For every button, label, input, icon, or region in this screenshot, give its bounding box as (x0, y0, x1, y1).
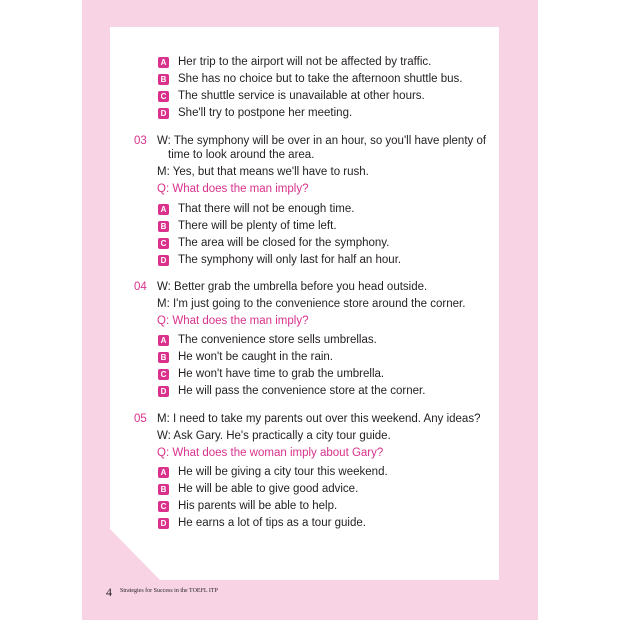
option-text: She'll try to postpone her meeting. (178, 107, 353, 119)
dialogue-line: W: The symphony will be over in an hour, so you'll have plenty of (157, 135, 487, 147)
question-number: 04 (134, 281, 147, 293)
q02-option-a[interactable] (158, 54, 431, 70)
question-number: 05 (134, 413, 147, 425)
book-title: Strategies for Success in the TOEFL ITP (120, 588, 218, 594)
q04-option-b[interactable] (158, 349, 333, 365)
dialogue-line: M: Yes, but that means we'll have to rush. (157, 166, 369, 178)
option-badge: D (158, 108, 169, 119)
page-number: 4 (106, 585, 112, 599)
dialogue-line: time to look around the area. (168, 149, 315, 161)
q02-option-d[interactable] (158, 105, 352, 121)
dialogue-line: W: Better grab the umbrella before you head outside. (157, 281, 428, 293)
option-text: He earns a lot of tips as a tour guide. (178, 517, 366, 529)
q04-option-a[interactable] (158, 332, 377, 348)
dialogue-line: M: I need to take my parents out over this weekend. Any ideas? (157, 413, 481, 425)
option-text: He will pass the convenience store at the corner. (178, 385, 426, 397)
q04-option-c[interactable] (158, 366, 384, 382)
option-text: There will be plenty of time left. (178, 220, 337, 232)
q05-option-b[interactable] (158, 481, 358, 497)
q05-option-d[interactable] (158, 515, 366, 531)
option-badge: C (158, 369, 169, 380)
option-badge: B (158, 484, 169, 495)
option-text: The shuttle service is unavailable at other hours. (178, 90, 425, 102)
q03-option-c[interactable] (158, 235, 389, 251)
q05-option-a[interactable] (158, 464, 388, 480)
option-text: The symphony will only last for half an hour. (178, 254, 402, 266)
option-text: His parents will be able to help. (178, 500, 338, 512)
option-badge: C (158, 501, 169, 512)
option-text: He won't be caught in the rain. (178, 351, 333, 363)
question-content (110, 27, 499, 580)
question-number: 03 (134, 135, 147, 147)
option-text: He will be able to give good advice. (178, 483, 359, 495)
q03-option-b[interactable] (158, 218, 337, 234)
q03-option-a[interactable] (158, 201, 354, 217)
option-badge: D (158, 386, 169, 397)
question-prompt: Q: What does the man imply? (157, 183, 309, 195)
q02-option-b[interactable] (158, 71, 463, 87)
question-prompt: Q: What does the woman imply about Gary? (157, 447, 384, 459)
option-badge: B (158, 74, 169, 85)
dialogue-line: M: I'm just going to the convenience store around the corner. (157, 298, 466, 310)
option-badge: D (158, 255, 169, 266)
q02-option-c[interactable] (158, 88, 425, 104)
q03-option-d[interactable] (158, 252, 401, 268)
option-badge: A (158, 467, 169, 478)
option-text: The area will be closed for the symphony. (178, 237, 390, 249)
q05-option-c[interactable] (158, 498, 337, 514)
option-badge: C (158, 91, 169, 102)
option-badge: A (158, 204, 169, 215)
option-text: He will be giving a city tour this weekend. (178, 466, 388, 478)
option-badge: A (158, 335, 169, 346)
option-text: Her trip to the airport will not be affected by traffic. (178, 56, 432, 68)
option-badge: D (158, 518, 169, 529)
q04-option-d[interactable] (158, 383, 425, 399)
option-badge: A (158, 57, 169, 68)
question-prompt: Q: What does the man imply? (157, 315, 309, 327)
option-text: That there will not be enough time. (178, 203, 355, 215)
option-text: The convenience store sells umbrellas. (178, 334, 377, 346)
option-text: She has no choice but to take the afternoon shuttle bus. (178, 73, 463, 85)
option-badge: B (158, 221, 169, 232)
option-badge: B (158, 352, 169, 363)
option-text: He won't have time to grab the umbrella. (178, 368, 385, 380)
dialogue-line: W: Ask Gary. He's practically a city tour guide. (157, 430, 391, 442)
option-badge: C (158, 238, 169, 249)
